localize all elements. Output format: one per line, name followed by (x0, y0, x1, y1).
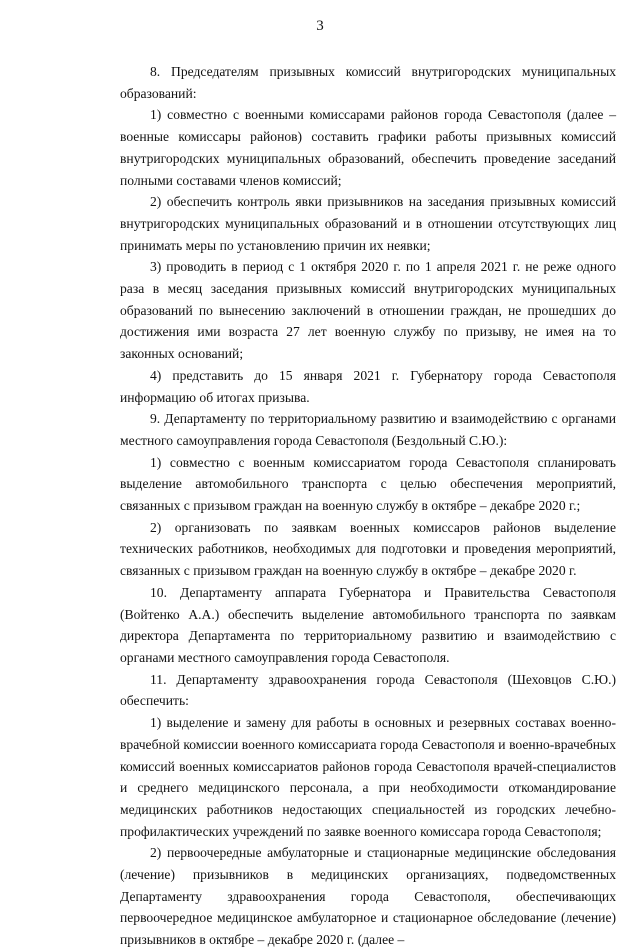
paragraph-8-item-3: 3) проводить в период с 1 октября 2020 г. по 1 апреля 2021 г. не реже одного раза в месяц заседания призывных комиссий внутригородских муниципальных образований по вынесению заключений в отношении граждан, не прошедших до достижения ими возраста 27 лет военную службу по призыву, не имея на то законных оснований; (120, 259, 616, 362)
paragraph-8-item-1: 1) совместно с военными комиссарами районов города Севастополя (далее – военные комиссары районов) составить графики работы призывных комиссий внутригородских муниципальных образований, обеспечить проведение заседаний полными составами членов комиссий; (120, 107, 616, 188)
paragraph-11-item-1: 1) выделение и замену для работы в основных и резервных составах военно-врачебной комиссии военного комиссариата города Севастополя и военно-врачебных комиссий военных комиссариатов районов города Севастополя врачей-специалистов и среднего медицинского персонала, а при необходимости откомандирование медицинских работников недостающих специальностей из городских лечебно-профилактических учреждений по заявке военного комиссара города Севастополя; (120, 715, 616, 839)
paragraph-8-item-2: 2) обеспечить контроль явки призывников на заседания призывных комиссий внутригородских муниципальных образований и в отношении отсутствующих лиц принимать меры по установлению причин их неявки; (120, 194, 616, 253)
paragraph-11-item-2: 2) первоочередные амбулаторные и стационарные медицинские обследования (лечение) призывников в медицинских организациях, подведомственных Департаменту здравоохранения города Севастополя, обеспечивающих первоочередное медицинское амбулаторное и стационарное обследование (лечение) призывников в октябре – декабре 2020 г. (далее – (120, 845, 616, 948)
paragraph-10: 10. Департаменту аппарата Губернатора и Правительства Севастополя (Войтенко А.А.) обеспечить выделение автомобильного транспорта по заявкам директора Департамента по территориальному развитию и взаимодействию с органами местного самоуправления города Севастополя. (120, 584, 616, 665)
page-number: 3 (316, 18, 324, 34)
paragraph-9-item-2: 2) организовать по заявкам военных комиссаров районов выделение технических работников, необходимых для подготовки и проведения мероприятий, связанных с призывом граждан на военную службу в октябре – декабре 2020 г. (120, 519, 616, 579)
paragraph-9-item-1: 1) совместно с военным комиссариатом города Севастополя спланировать выделение автомобильного транспорта с целью обеспечения мероприятий, связанных с призывом граждан на военную службу в октябре – декабре 2020 г.; (120, 454, 616, 514)
paragraph-8: 8. Председателям призывных комиссий внутригородских муниципальных образований: (120, 64, 616, 101)
document-body (120, 61, 616, 951)
paragraph-9: 9. Департаменту по территориальному развитию и взаимодействию с органами местного самоуправления города Севастополя (Бездольный С.Ю.): (120, 411, 616, 448)
paragraph-8-item-4: 4) представить до 15 января 2021 г. Губернатору города Севастополя информацию об итогах призыва. (120, 367, 616, 405)
paragraph-11: 11. Департаменту здравоохранения города Севастополя (Шеховцов С.Ю.) обеспечить: (120, 671, 616, 709)
